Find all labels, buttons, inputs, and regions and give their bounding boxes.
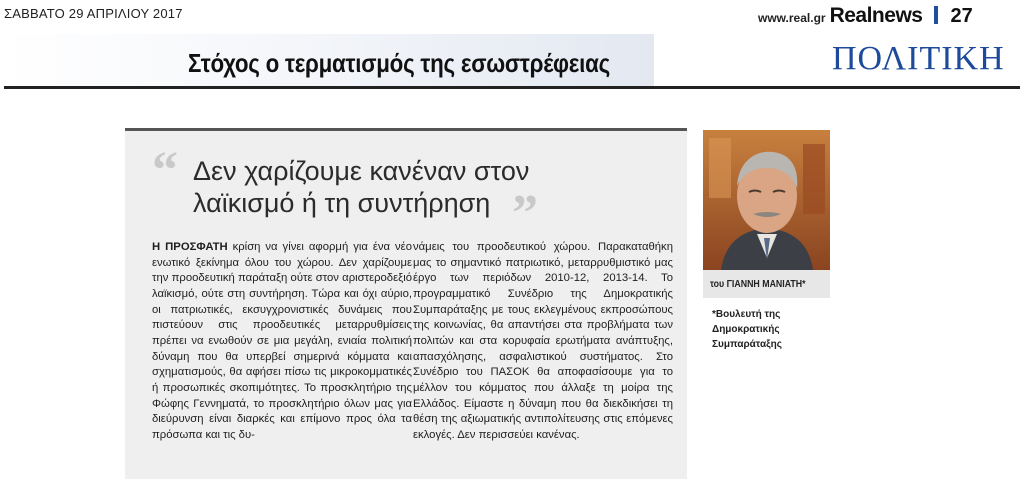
author-name: ΓΙΑΝΝΗ ΜΑΝΙΑΤΗ* bbox=[726, 279, 806, 290]
author-photo bbox=[703, 130, 830, 270]
open-quote-icon: “ bbox=[152, 142, 178, 199]
realnews-logo: Realnews bbox=[829, 4, 923, 27]
section-title: ΠΟΛΙΤΙΚΗ bbox=[832, 40, 1005, 77]
masthead bbox=[758, 4, 973, 26]
article-text-2: νάμεις του προοδευτικού χώρου. Παρακαταθήκη μας το σημαντικό πατριωτικό, μεταρρυθμιστικό μας έργο των περιόδων 2010-12, 2013-14. Το προγραμματικό Συνέδριο της Δημοκρατικής Συμπαράταξης με τους εκλεγμένους εκπροσώπους της κοινωνίας, θα απαντήσει στα προβλήματα των πολιτών και στα κορυφαία ερωτήματα ανάπτυξης, απασχόλησης, ασφαλιστικού συστήματος. Στο Συνέδριο του ΠΑΣΟΚ θα αποφασίσουμε για το μέλλον του κόμματος που άλλαξε τη μοίρα της Ελλάδος. Είμαστε η δύναμη που θα διεκδικήσει τη θέση της αξιωματικής αντιπολίτευσης στις επόμενες εκλογές. Δεν περισσεύει κανένας. bbox=[413, 241, 673, 441]
article-text-1: κρίση να γίνει αφορμή για ένα νέο ενωτικό ξεκίνημα όλου του χώρου. Δεν χαρίζουμε την προοδευτική παράταξη ούτε στον αριστεροδεξιό λαϊκισμό, ούτε στη συντήρηση. Τώρα και όχι αύριο, οι πατριωτικές, εκσυγχρονιστικές δυνάμεις που πιστεύουν στις προοδευτικές μεταρρυθμίσεις πρέπει να ενωθούν σε μια μεγάλη, ενιαία πολιτική δύναμη που θα υπερβεί σημερινά κόμματα και σχηματισμούς, θα αφήσει πίσω τις μικροκομματικές ή προσωπικές σκοπιμότητες. Το προσκλητήριο της Φώφης Γεννηματά, το προσκλητήριο όλων μας για διεύρυνση είναι διαρκές και επίμονο προς όλα τα πρόσωπα και τις δυ- bbox=[152, 241, 412, 441]
article-lead: Η ΠΡΟΣΦΑΤΗ bbox=[152, 241, 228, 253]
author-portrait-icon bbox=[703, 130, 830, 270]
author-role: *Βουλευτή της Δημοκρατικής Συμπαράταξης bbox=[712, 309, 782, 350]
author-prefix: του bbox=[710, 279, 725, 290]
author-byline bbox=[710, 279, 806, 290]
close-quote-icon: ” bbox=[512, 185, 538, 242]
article-column-1 bbox=[152, 240, 412, 444]
page-number: 27 bbox=[950, 5, 973, 27]
page-headline: Στόχος ο τερματισμός της εσωστρέφειας bbox=[188, 48, 610, 78]
article-column-2 bbox=[413, 240, 673, 444]
section-rule bbox=[4, 86, 1020, 89]
pull-quote: Δεν χαρίζουμε κανέναν στον λαϊκισμό ή τη συντήρηση bbox=[193, 156, 530, 218]
issue-date: ΣΑΒΒΑΤΟ 29 ΑΠΡΙΛΙΟΥ 2017 bbox=[4, 6, 183, 21]
site-url[interactable]: www.real.gr bbox=[758, 11, 826, 25]
masthead-divider bbox=[934, 6, 938, 24]
